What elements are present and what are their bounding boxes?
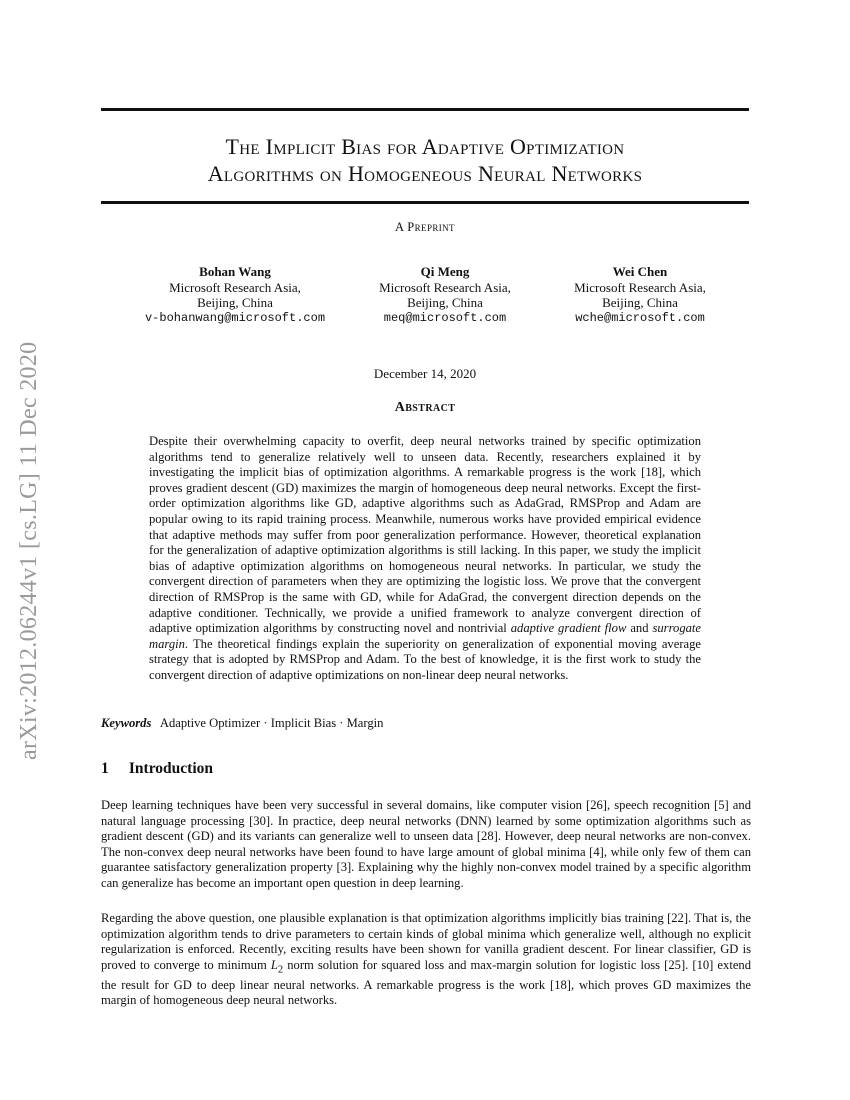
author-name: Qi Meng bbox=[420, 264, 470, 279]
author-block bbox=[340, 264, 550, 326]
author-block bbox=[540, 264, 740, 326]
body-paragraph bbox=[101, 911, 751, 1009]
author-location: Beijing, China bbox=[197, 295, 273, 310]
author-block bbox=[130, 264, 340, 326]
abstract-text: Despite their overwhelming capacity to overfit, deep neural networks trained by specific optimization algorithms tend to generalize relatively well to unseen data. Recently, researchers explained it by investigating the implicit bias of optimization algorithms. A remarkable progress is the work [18], which proves gradient descent (GD) maximizes the margin of homogeneous deep neural networks. Except the first-order optimization algorithms like GD, adaptive algorithms such as AdaGrad, RMSProp and Adam are popular owing to its rapid training process. Meanwhile, numerous works have provided empirical evidence that adaptive methods may suffer from poor generalization performance. However, theoretical explanation for the generalization of adaptive optimization algorithms is still lacking. In this paper, we study the implicit bias of adaptive optimization algorithms on homogeneous neural networks. In particular, we study the convergent direction of parameters when they are optimizing the logistic loss. We prove that the convergent direction of RMSProp is the same with GD, while for AdaGrad, the convergent direction depends on the adaptive conditioner. Technically, we provide a unified framework to analyze convergent direction of adaptive optimization algorithms by constructing novel and nontrivial bbox=[149, 434, 701, 636]
section-title: Introduction bbox=[128, 760, 213, 777]
paper-title-line-2: Algorithms on Homogeneous Neural Networks bbox=[207, 161, 643, 186]
paragraph-text: norm solution for squared loss and max-margin solution for logistic loss [25]. [10] extend the result for GD to deep linear neural networks. A remarkable progress is the work [18], which proves GD maximizes the margin of homogeneous deep neural networks. bbox=[101, 957, 752, 1008]
abstract-heading: Abstract bbox=[394, 400, 456, 415]
author-email[interactable]: wche@microsoft.com bbox=[575, 310, 705, 325]
author-email[interactable]: v-bohanwang@microsoft.com bbox=[144, 310, 326, 325]
author-location: Beijing, China bbox=[407, 295, 483, 310]
math-subscript: 2 bbox=[277, 964, 284, 976]
author-name: Bohan Wang bbox=[199, 264, 271, 279]
publication-date: December 14, 2020 bbox=[373, 366, 477, 381]
keywords-list: Adaptive Optimizer · Implicit Bias · Margin bbox=[159, 716, 384, 730]
section-heading bbox=[101, 760, 749, 778]
title-bottom-rule bbox=[101, 201, 749, 204]
author-name: Wei Chen bbox=[612, 264, 668, 279]
keywords-label: Keywords bbox=[101, 716, 152, 730]
arxiv-identifier-stamp: arXiv:2012.06244v1 [cs.LG] 11 Dec 2020 bbox=[16, 341, 42, 760]
abstract-emphasis: adaptive gradient flow bbox=[510, 621, 627, 636]
preprint-label: A Preprint bbox=[395, 220, 455, 234]
author-email[interactable]: meq@microsoft.com bbox=[383, 310, 507, 325]
section-number: 1 bbox=[101, 760, 109, 777]
title-top-rule bbox=[101, 108, 749, 111]
paragraph-text: Regarding the above question, one plausible explanation is that optimization algorithms implicitly bias training [22]. That is, the optimization algorithm tends to drive parameters to certain kinds of global minima which generalize well, although no explicit regularization is enforced. Recently, exciting results have been shown for vanilla gradient descent. For linear classifier, GD is proved to converge to minimum bbox=[101, 911, 751, 972]
abstract-text: . The theoretical findings explain the superiority on generalization of exponential moving average strategy that is adopted by RMSProp and Adam. To the best of knowledge, it is the first work to study the convergent direction of adaptive optimizations on non-linear deep neural networks. bbox=[149, 636, 701, 682]
author-location: Beijing, China bbox=[602, 295, 678, 310]
author-affiliation: Microsoft Research Asia, bbox=[169, 279, 301, 295]
abstract-body bbox=[149, 434, 701, 684]
body-paragraph: Deep learning techniques have been very successful in several domains, like computer vision [26], speech recognition [5] and natural language processing [30]. In practice, deep neural networks (DNN) learned by some optimization algorithms such as gradient descent (GD) and its variants can generalize well to unseen data [28]. However, deep neural networks are non-convex. The non-convex deep neural networks have been found to have large amount of global minima [4], while only few of them can guarantee satisfactory generalization property [3]. Explaining why the highly non-convex model trained by a specific algorithm can generalize has become an important open question in deep learning. bbox=[101, 798, 751, 890]
author-affiliation: Microsoft Research Asia, bbox=[574, 279, 706, 295]
paper-title bbox=[101, 133, 749, 187]
math-symbol: L bbox=[270, 957, 278, 972]
paper-title-line-1: The Implicit Bias for Adaptive Optimization bbox=[225, 134, 625, 159]
abstract-emphasis: surrogate margin bbox=[149, 621, 701, 651]
keywords-line bbox=[101, 716, 749, 731]
author-affiliation: Microsoft Research Asia, bbox=[379, 279, 511, 295]
abstract-text: and bbox=[630, 621, 649, 636]
